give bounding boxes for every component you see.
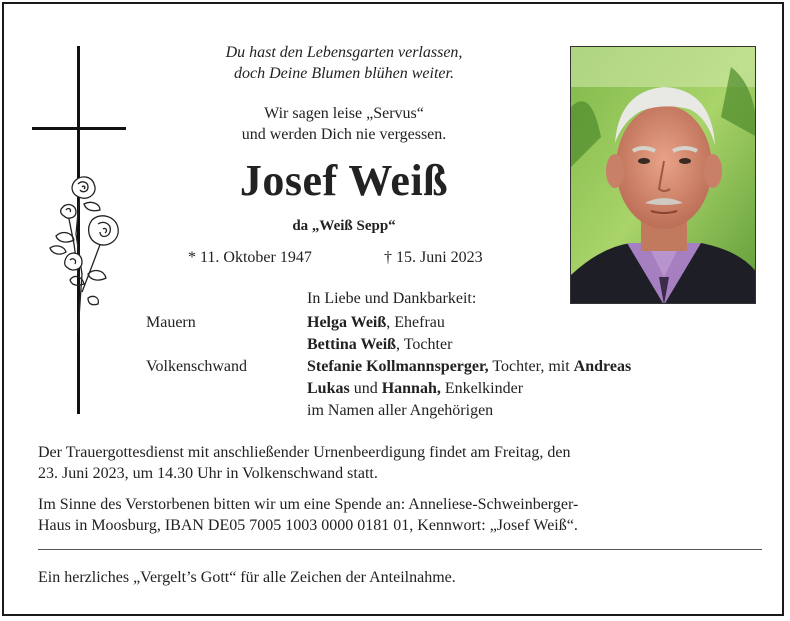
mourner-row-5: im Namen aller Angehörigen — [307, 402, 494, 419]
mourner-conj: und — [349, 380, 382, 397]
obituary-card — [2, 2, 784, 616]
verse-line-2: und werden Dich nie vergessen. — [241, 126, 447, 143]
donation-line-1: Im Sinne des Verstorbenen bitten wir um eine Spende an: Anneliese-Schweinberger- — [38, 496, 579, 513]
mourner-name: Helga Weiß — [307, 314, 387, 331]
mourner-name-2: Hannah, — [381, 380, 441, 397]
funeral-line-2: 23. Juni 2023, um 14.30 Uhr in Volkenschwand statt. — [38, 465, 378, 482]
mourner-name: Lukas — [307, 380, 350, 397]
mourner-relation: Enkelkinder — [440, 380, 524, 397]
mourner-relation: Tochter, mit — [488, 358, 574, 375]
deceased-nickname: da „Weiß Sepp“ — [292, 218, 396, 234]
mourner-name-2: Andreas — [573, 358, 632, 375]
mourner-place-volkenschwand: Volkenschwand — [146, 358, 248, 375]
mourner-place-mauern: Mauern — [146, 314, 196, 331]
roses-icon — [48, 174, 124, 334]
mourner-relation: , Ehefrau — [386, 314, 445, 331]
poem-line-2: doch Deine Blumen blühen weiter. — [234, 65, 454, 82]
death-date: † 15. Juni 2023 — [384, 249, 483, 266]
mourner-row-3 — [307, 356, 631, 378]
deceased-name: Josef Weiß — [239, 156, 449, 205]
verse-line-1: Wir sagen leise „Servus“ — [264, 105, 424, 122]
mourner-relation: , Tochter — [396, 336, 453, 353]
divider — [38, 549, 762, 550]
donation-line-2: Haus in Moosburg, IBAN DE05 7005 1003 0000 0181 01, Kennwort: „Josef Weiß“. — [38, 517, 578, 534]
mourner-row-2 — [307, 334, 452, 356]
thanks-line: Ein herzliches „Vergelt’s Gott“ für alle Zeichen der Anteilnahme. — [38, 569, 456, 586]
mourner-row-4 — [307, 378, 523, 400]
portrait-photo — [570, 46, 756, 304]
birth-date: * 11. Oktober 1947 — [188, 249, 312, 266]
poem-line-1: Du hast den Lebensgarten verlassen, — [225, 44, 463, 61]
mourner-row-1 — [307, 312, 445, 334]
mourner-name: Bettina Weiß — [307, 336, 397, 353]
funeral-line-1: Der Trauergottesdienst mit anschließender Urnenbeerdigung findet am Freitag, den — [38, 444, 571, 461]
mourners-intro: In Liebe und Dankbarkeit: — [307, 290, 477, 307]
mourner-name: Stefanie Kollmannsperger, — [307, 358, 489, 375]
